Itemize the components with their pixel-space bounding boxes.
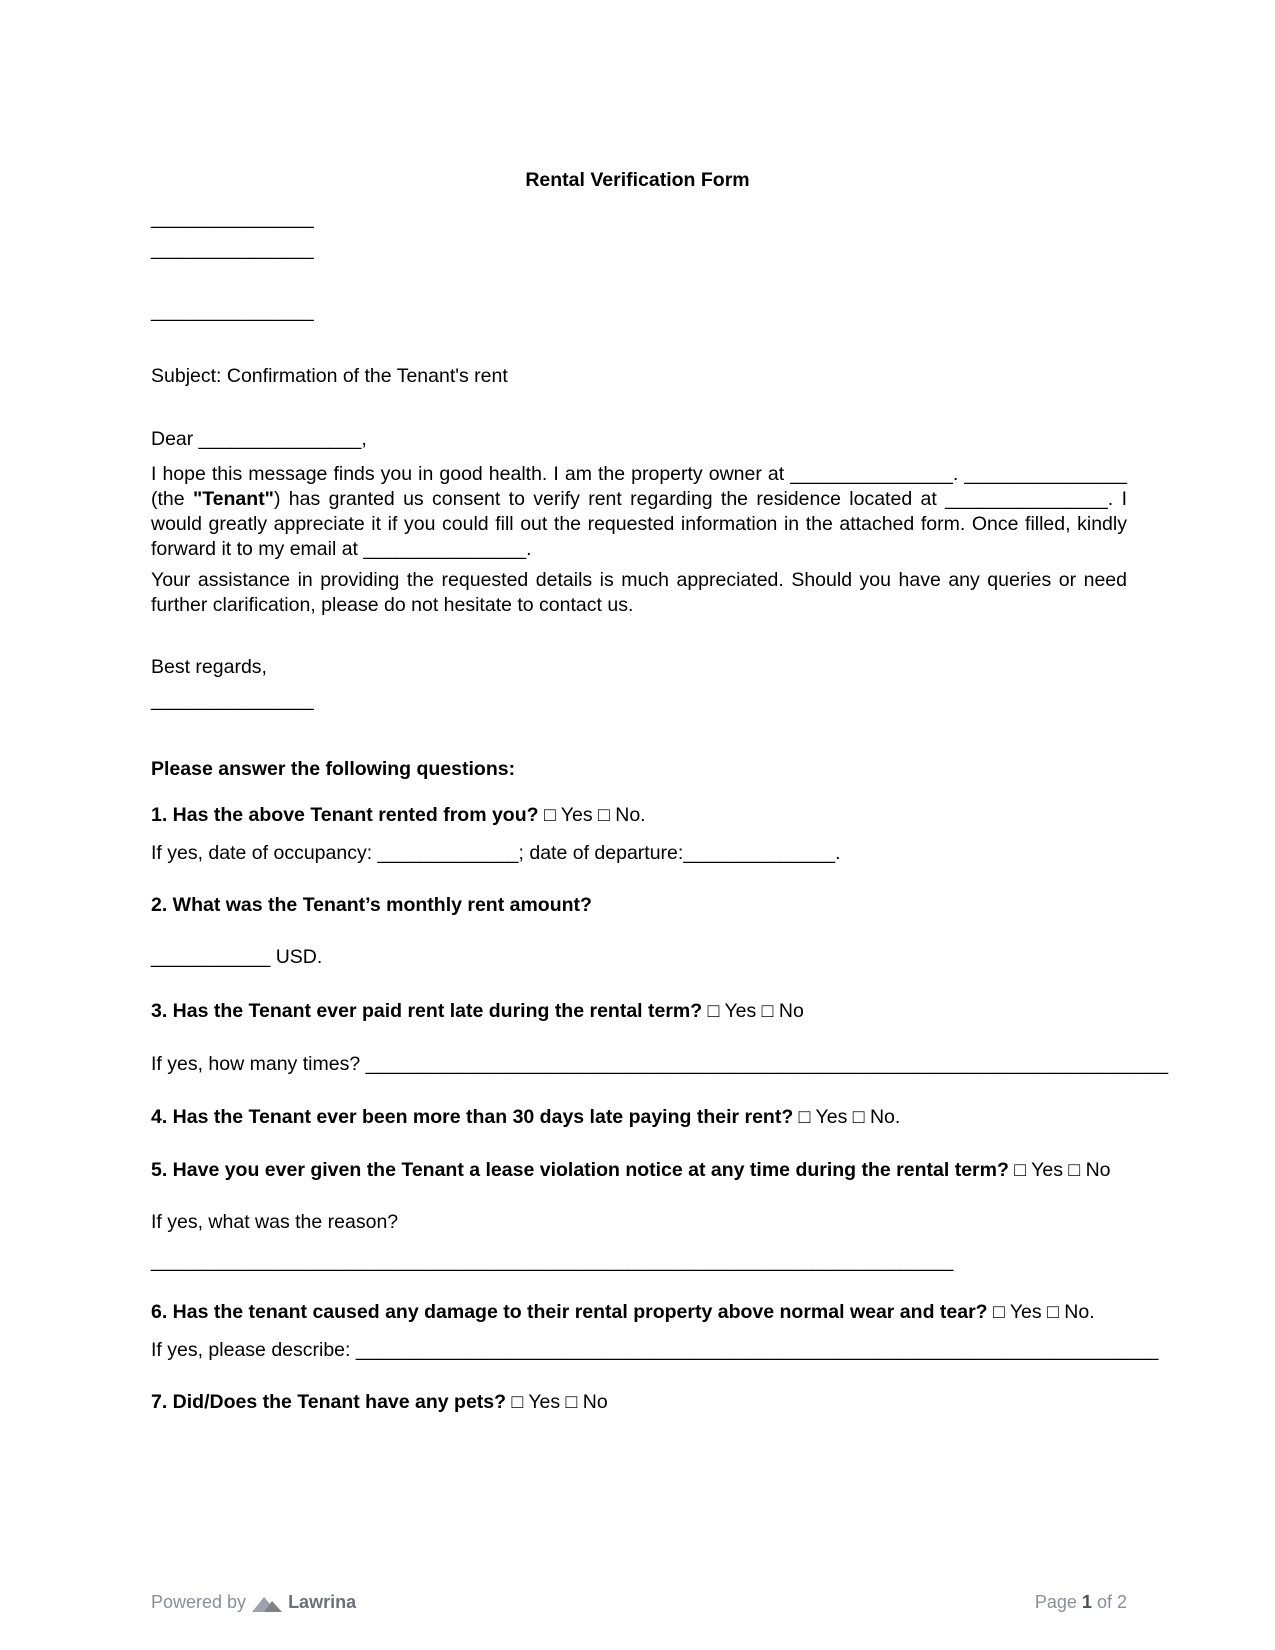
question-2-answer: ___________ USD. [151,946,323,968]
powered-by-label: Powered by [151,1592,247,1612]
question-1-options: □ Yes □ No. [538,804,646,826]
tenant-term: "Tenant" [192,488,274,510]
question-7-text: 7. Did/Does the Tenant have any pets? [151,1391,507,1413]
salutation: Dear _______________, [151,428,367,450]
question-2: 2. What was the Tenant’s monthly rent amount? [151,894,592,916]
address-line-1: _______________ [151,207,314,229]
page-prefix: Page [1034,1592,1082,1612]
question-5-followup: If yes, what was the reason? [151,1211,399,1233]
powered-by [151,1592,356,1613]
question-4-text: 4. Has the Tenant ever been more than 30 days late paying their rent? [151,1106,794,1128]
page-current: 1 [1081,1592,1092,1612]
page-number [1035,1592,1127,1613]
intro-text-part-2: ) has granted us consent to verify rent regarding the residence located at _______________. I would greatly appreciate it if you could fill out the requested information in the attached form. Once filled, kindly forward it to my email at _______________. [151,488,1127,560]
question-5-text: 5. Have you ever given the Tenant a lease violation notice at any time during the rental term? [151,1159,1009,1181]
question-6 [151,1300,1095,1324]
lawrina-brand: Lawrina [288,1592,357,1612]
document-title: Rental Verification Form [525,169,750,191]
question-3 [151,999,804,1023]
assistance-paragraph: Your assistance in providing the requested details is much appreciated. Should you have any queries or need further clarification, please do not hesitate to contact us. [151,569,1127,616]
question-3-followup: If yes, how many times? __________________________________________________________________________ [151,1053,1169,1075]
question-7-options: □ Yes □ No [506,1391,608,1413]
question-1-text: 1. Has the above Tenant rented from you? [151,804,539,826]
date-line: _______________ [151,300,314,322]
question-6-followup: If yes, please describe: __________________________________________________________________________ [151,1339,1159,1361]
question-6-text: 6. Has the tenant caused any damage to their rental property above normal wear and tear? [151,1301,988,1323]
intro-text-part-1: I hope this message finds you in good health. I am the property owner at _______________. _______________ (the [151,463,1127,510]
question-6-options: □ Yes □ No. [987,1301,1095,1323]
page-suffix: of 2 [1091,1592,1127,1612]
question-3-text: 3. Has the Tenant ever paid rent late during the rental term? [151,1000,703,1022]
question-7 [151,1390,608,1414]
question-3-options: □ Yes □ No [702,1000,804,1022]
question-5 [151,1158,1111,1182]
signature-line: _______________ [151,689,314,711]
question-5-answer-line: __________________________________________________________________________ [151,1250,954,1272]
intro-paragraph [151,462,1127,562]
question-1 [151,803,646,827]
closing: Best regards, [151,656,267,678]
lawrina-logo-icon [252,1594,282,1612]
question-4-options: □ Yes □ No. [793,1106,901,1128]
question-4 [151,1105,900,1129]
questions-heading: Please answer the following questions: [151,758,516,780]
question-5-options: □ Yes □ No [1008,1159,1111,1181]
address-line-2: _______________ [151,238,314,260]
question-1-followup: If yes, date of occupancy: _____________; date of departure:______________. [151,842,841,864]
subject-line: Subject: Confirmation of the Tenant's rent [151,365,508,387]
